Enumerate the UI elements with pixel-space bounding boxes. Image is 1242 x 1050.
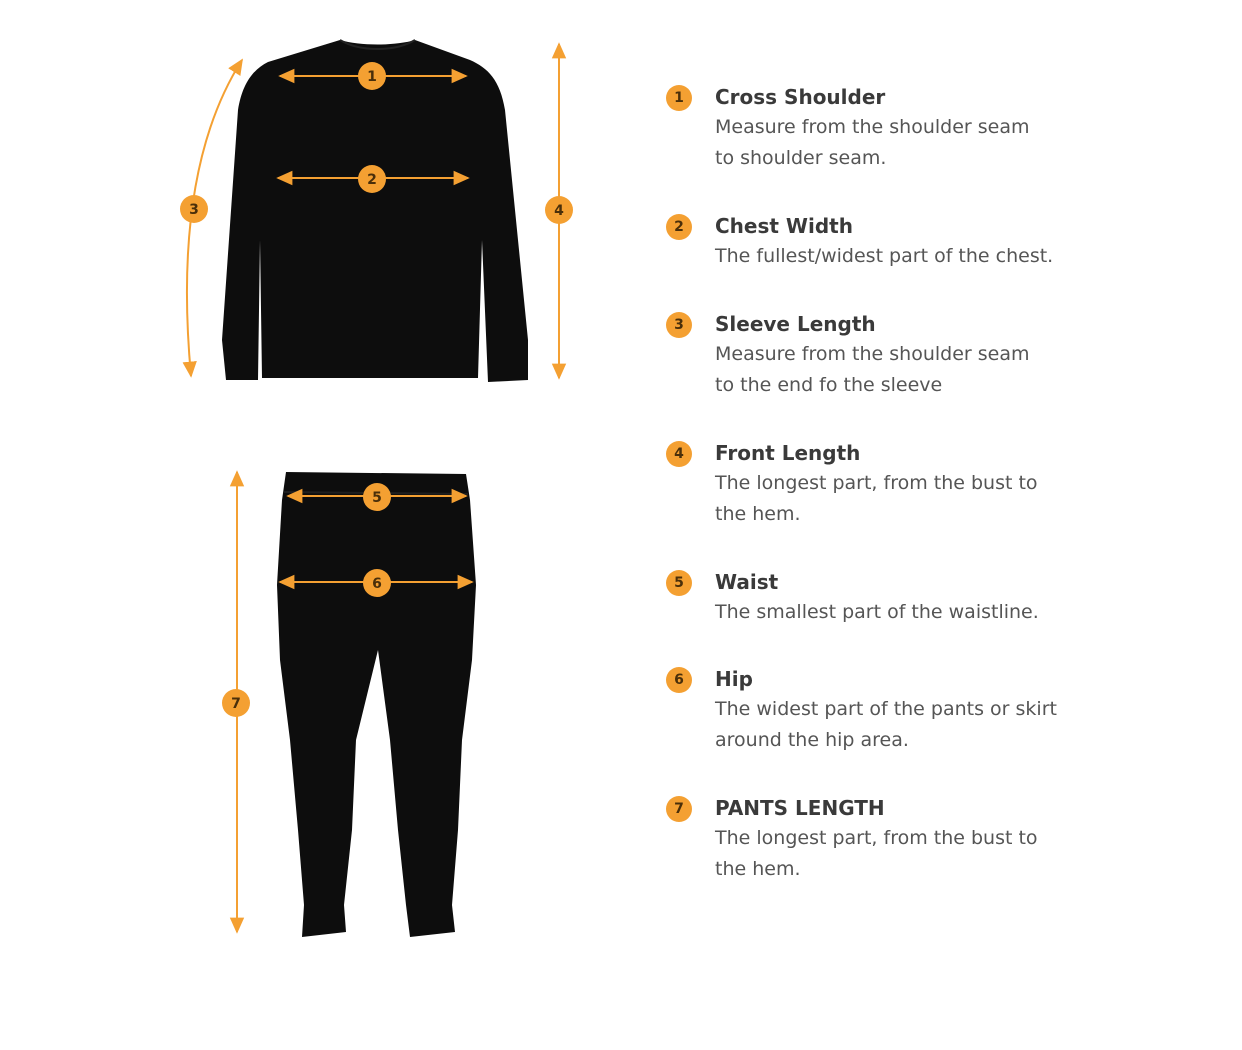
figure-marker-label: 2 [367,172,377,188]
figure-marker-4 [545,196,573,224]
pants-shape [277,472,476,937]
figure-marker-7 [222,689,250,717]
legend-desc-line: around the hip area. [715,729,909,751]
legend-desc-line: The longest part, from the bust to [715,827,1038,849]
legend-badge: 3 [666,312,692,338]
legend-desc-line: to the end fo the sleeve [715,374,943,396]
legend-desc-line: Measure from the shoulder seam [715,343,1030,365]
figure-marker-5 [363,483,391,511]
legend-badge: 2 [666,214,692,240]
legend-desc-line: the hem. [715,858,801,880]
figure-marker-label: 7 [231,696,241,712]
shirt-shape [222,40,528,382]
legend-title: Cross Shoulder [715,85,886,109]
legend-desc-line: The widest part of the pants or skirt [715,698,1057,720]
figure-marker-1 [358,62,386,90]
figure-marker-6 [363,569,391,597]
figure-marker-label: 3 [189,202,199,218]
legend-desc-line: Measure from the shoulder seam [715,116,1030,138]
figure-marker-label: 5 [372,490,382,506]
legend-badge: 1 [666,85,692,111]
figure-marker-label: 6 [372,576,382,592]
legend-desc-line: The fullest/widest part of the chest. [715,245,1054,267]
legend-title: Front Length [715,441,861,465]
legend-badge: 7 [666,796,692,822]
legend-title: PANTS LENGTH [715,796,885,820]
legend-desc-line: to shoulder seam. [715,147,887,169]
legend-badge: 5 [666,570,692,596]
legend-title: Chest Width [715,214,853,238]
legend-title: Waist [715,570,779,594]
figure-marker-label: 4 [554,203,564,219]
legend-title: Hip [715,667,753,691]
legend-desc-line: the hem. [715,503,801,525]
long-sleeve-shirt-icon [222,40,528,382]
figure-marker-label: 1 [367,69,377,85]
legend-title: Sleeve Length [715,312,876,336]
jogger-pants-icon [277,472,476,937]
figure-marker-2 [358,165,386,193]
legend-badge: 4 [666,441,692,467]
figure-marker-3 [180,195,208,223]
legend-badge: 6 [666,667,692,693]
legend-desc-line: The longest part, from the bust to [715,472,1038,494]
legend-desc-line: The smallest part of the waistline. [715,601,1039,623]
